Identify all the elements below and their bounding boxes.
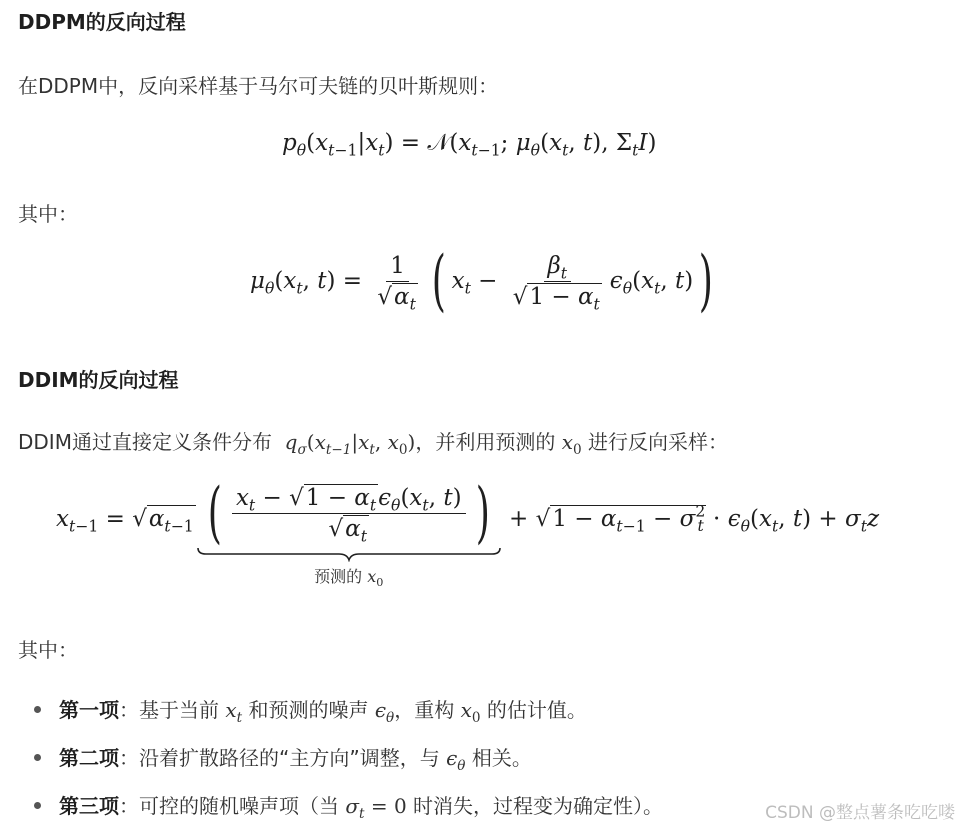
bullet-dot-icon (34, 802, 41, 809)
bullet-separator: ： (119, 746, 139, 770)
ddpm-heading: DDPM的反向过程 (18, 10, 186, 34)
predicted-x0-label: 预测的 $x_0$ (314, 567, 384, 589)
epsilon-theta-symbol: $\epsilon_\theta$ (374, 698, 395, 726)
bullet-text: 相关。 (471, 746, 532, 770)
underbrace-icon (196, 546, 502, 562)
ddpm-intro: 在DDPM中，反向采样基于马尔可夫链的贝叶斯规则： (18, 74, 499, 98)
ddim-intro (18, 426, 729, 458)
bullet-text: 的估计值。 (486, 698, 587, 722)
bullet-text: 可控的随机噪声项（当 (139, 794, 339, 818)
bullet-separator: ： (119, 698, 139, 722)
list-item (34, 790, 664, 822)
conditional-distribution-formula: $q_\sigma(x_{t-1}|x_t$, $x_0$) (278, 430, 416, 458)
bullet-separator: ： (119, 794, 139, 818)
ddim-sampling-equation: $x_{t-1} = √\alpha_{t-1}$ ( $\frac{x_t - √1 - \alpha_t\epsilon_\theta(x_t, t)}{√\alpha_t}$ ) 预测的 $x_0$ + $√1 - \alpha_{t-1} - \sigma^2_t \cdot \epsilon_\theta(x_t$, $t) + \sigma_tz$ (56, 474, 880, 589)
sigma-t-zero-formula: $\sigma_t = 0$ (345, 794, 407, 822)
x0-symbol: $x_0$ (561, 430, 582, 458)
xt-symbol: $x_t$ (225, 698, 243, 726)
list-item (34, 694, 587, 726)
ddim-intro-prefix: DDIM通过直接定义条件分布 (18, 430, 272, 454)
bullet-title: 第一项 (59, 698, 119, 722)
where-label-1: 其中： (18, 202, 78, 226)
bullet-dot-icon (34, 754, 41, 761)
bullet-text: 基于当前 (139, 698, 219, 722)
ddim-heading: DDIM的反向过程 (18, 368, 179, 392)
x0-symbol: $x_0$ (460, 698, 481, 726)
bullet-text: 时消失，过程变为确定性）。 (413, 794, 664, 818)
bullet-text: 和预测的噪声 (248, 698, 369, 722)
predicted-x0-group: ( $\frac{x_t - √1 - \alpha_t\epsilon_\theta(x_t, t)}{√\alpha_t}$ ) 预测的 $x_0$ (196, 480, 502, 587)
bullet-title: 第三项 (59, 794, 119, 818)
ddpm-posterior-equation: $p_\theta(x_{t-1}|x_t)$ = $𝒩(x_{t-1}$; $\mu_\theta(x_t$, t), $\Sigma_tI$) (282, 130, 657, 160)
list-item (34, 742, 532, 774)
where-label-2: 其中： (18, 638, 78, 662)
ddim-intro-suffix: 进行反向采样： (588, 430, 729, 454)
bullet-dot-icon (34, 706, 41, 713)
epsilon-theta-symbol: $\epsilon_\theta$ (446, 746, 466, 774)
bullet-text: 沿着扩散路径的“主方向”调整，与 (139, 746, 440, 770)
bullet-title: 第二项 (59, 746, 119, 770)
bullet-text: ，重构 (394, 698, 455, 722)
ddpm-mean-equation: $\mu_\theta(x_t$, t) = $\frac{1}{√\alpha_t}$ ( $x_t$ − $\frac{\beta_t}{√1 - \alpha_t}$ $\epsilon_\theta(x_t$, t) ) (250, 242, 714, 319)
csdn-watermark: CSDN @整点薯条吃吃喽 (765, 803, 955, 823)
ddim-intro-middle: ，并利用预测的 (415, 430, 556, 454)
